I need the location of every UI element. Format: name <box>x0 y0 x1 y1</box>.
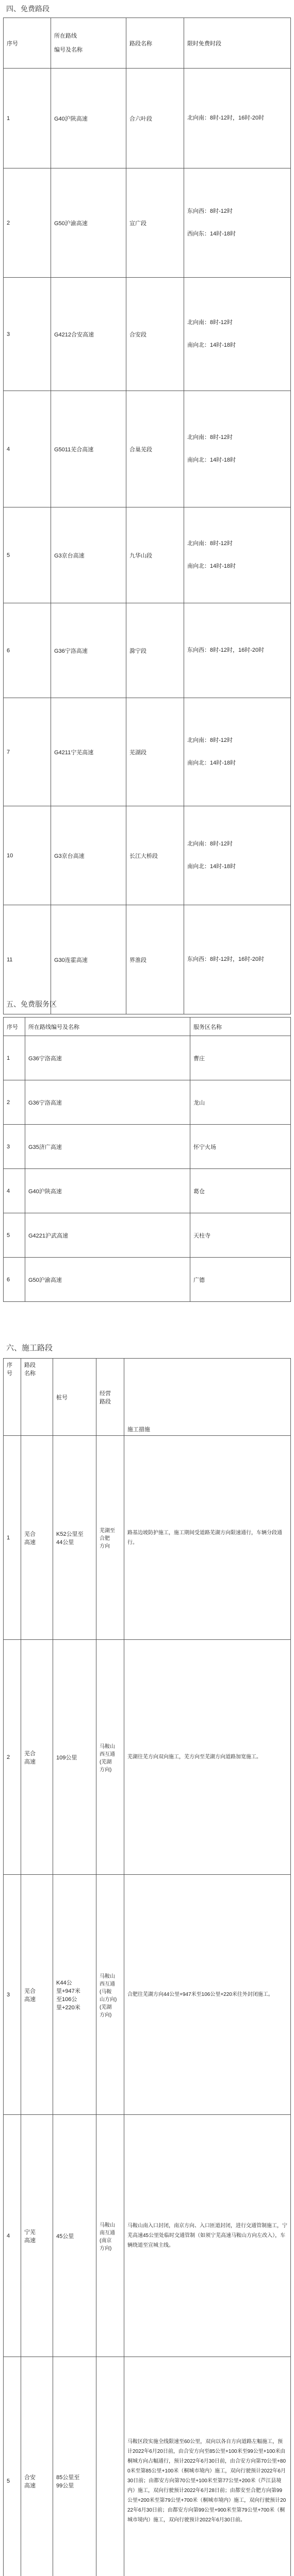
col-header-measure: 施工措施 <box>124 1359 291 1436</box>
row-segment: 滁宁段 <box>126 603 184 698</box>
col-header-pile: 桩号 <box>53 1359 96 1436</box>
row-route: G36宁洛高速 <box>25 1036 190 1080</box>
col-header-segment: 路段名称 <box>126 18 184 69</box>
row-name: 芜合 高速 <box>21 1436 53 1640</box>
row-no: 11 <box>4 905 51 1014</box>
table-header <box>4 18 291 69</box>
row-no: 5 <box>4 1213 25 1258</box>
row-times <box>184 69 291 168</box>
table-row <box>4 1258 291 1302</box>
row-measure: 芜湖往芜方向双向施工，芜方向至芜湖方向道路加宽施工。 <box>124 1640 291 1875</box>
row-segment: 宣广段 <box>126 168 184 278</box>
row-no: 1 <box>4 1436 21 1640</box>
row-route: G40沪陕高速 <box>25 1169 190 1213</box>
free-segments-title: 四、免费路段 <box>6 5 50 13</box>
row-segment: 芜湖段 <box>126 698 184 806</box>
row-segment: 合六叶段 <box>126 69 184 168</box>
table-row <box>4 1125 291 1169</box>
row-name: 合安 高速 <box>21 2357 53 2576</box>
construction-body <box>4 1436 291 2576</box>
row-no: 7 <box>4 698 51 806</box>
table-row <box>4 1213 291 1258</box>
time-line: 东向西：8时-12时，16时-20时 <box>187 956 265 962</box>
row-measure: 马鞍区段实施全线限速至60公里，双向以各自方向道路左幅施工，预计2022年6月20日前，由合安方向至85公里+100米至99公里+100米由桐城方向占幅通行，预计2022年6月30日前，由合安方向第70公里+800米至第85公里+100米（桐城市境内）施工，双向行驶预计2022年6月30日前；由都安方向第70公里+100米至第77公里+200米（芦江县境内）施工，双向行驶预计2022年6月28日前；由都安至合肥方向第99公里+200米至第79公里+700米（桐城市境内）施工，双向行驶预计2022年6月30日前；由都安方向第99公里+900米至第79公里+700米（桐城市境内）施工，双向行驶预计2022年6月30日前。 <box>124 2357 291 2576</box>
time-line: 南向北：14时-18时 <box>187 759 236 766</box>
time-line: 北向南：8时-12时 <box>187 319 233 326</box>
row-route: G36宁洛高速 <box>25 1080 190 1125</box>
row-no: 5 <box>4 507 51 603</box>
construction-title: 六、施工路段 <box>6 1344 53 1352</box>
row-route: G36宁洛高速 <box>51 603 126 698</box>
table-header <box>4 1359 291 1436</box>
row-times <box>184 806 291 905</box>
row-service: 葛仓 <box>190 1169 291 1213</box>
col-header-route: 所在路线 编号及名称 <box>51 18 126 69</box>
time-line: 南向北：14时-18时 <box>187 342 236 348</box>
table-header <box>4 1018 291 1036</box>
row-no: 1 <box>4 69 51 168</box>
row-times <box>184 278 291 391</box>
row-measure: 路基边坡防护施工，施工期间受道路芜湖方向限速通行，车辆分段通行。 <box>124 1436 291 1640</box>
time-line: 南向北：14时-18时 <box>187 863 236 870</box>
row-segment: 界淮段 <box>126 905 184 1014</box>
row-route: G4221沪武高速 <box>25 1213 190 1258</box>
row-route: G30连霍高速 <box>51 905 126 1014</box>
row-service: 广德 <box>190 1258 291 1302</box>
time-line: 南向北：14时-18时 <box>187 563 236 569</box>
time-line: 北向南：8时-12时 <box>187 737 233 743</box>
col-header-name: 路段 名称 <box>21 1359 53 1436</box>
row-times <box>184 698 291 806</box>
table-row <box>4 1080 291 1125</box>
table-row <box>4 603 291 698</box>
row-no: 3 <box>4 278 51 391</box>
free-services-table <box>3 1017 291 1302</box>
row-pile: K44公 里+947米 至106公 里+220米 <box>53 1875 96 2115</box>
table-row <box>4 391 291 507</box>
row-route: G35济广高速 <box>25 1125 190 1169</box>
row-route: G50沪渝高速 <box>25 1258 190 1302</box>
table-row <box>4 698 291 806</box>
time-line: 南向北：14时-18时 <box>187 456 236 463</box>
row-no: 5 <box>4 2357 21 2576</box>
free-services-body <box>4 1036 291 1302</box>
row-op: 马鞍山 西互通 (马鞍 山方向) (芜湖 方向) <box>96 1875 124 2115</box>
table-row <box>4 2115 291 2357</box>
table-row <box>4 1036 291 1080</box>
row-times <box>184 391 291 507</box>
free-segments-body <box>4 69 291 1014</box>
row-op: 马鞍山 南互通 (南京 方向) <box>96 2115 124 2357</box>
row-route: G40沪陕高速 <box>51 69 126 168</box>
free-services-section <box>3 997 291 1302</box>
row-no: 3 <box>4 1125 25 1169</box>
row-route: G50沪渝高速 <box>51 168 126 278</box>
table-row <box>4 69 291 168</box>
row-route: G3京台高速 <box>51 507 126 603</box>
table-row <box>4 507 291 603</box>
row-op <box>96 2357 124 2576</box>
free-segments-section <box>3 2 291 1014</box>
free-services-title: 五、免费服务区 <box>6 1000 57 1008</box>
table-row <box>4 1436 291 1640</box>
row-segment: 合巢芜段 <box>126 391 184 507</box>
row-times <box>184 168 291 278</box>
table-row <box>4 168 291 278</box>
row-no: 1 <box>4 1036 25 1080</box>
row-name: 芜合 高速 <box>21 1875 53 2115</box>
row-no: 10 <box>4 806 51 905</box>
table-row <box>4 806 291 905</box>
row-route: G4211宁芜高速 <box>51 698 126 806</box>
col-header-no: 序号 <box>4 18 51 69</box>
row-times <box>184 603 291 698</box>
construction-section <box>3 1342 291 2576</box>
row-pile: K52公里至 44公里 <box>53 1436 96 1640</box>
time-line: 东向西：8时-12时 <box>187 208 233 214</box>
row-no: 6 <box>4 1258 25 1302</box>
row-op: 芜湖至 合肥 方向 <box>96 1436 124 1640</box>
table-row <box>4 278 291 391</box>
row-measure: 合肥往芜湖方向44公里+947米至106公里+220米往外封闭施工。 <box>124 1875 291 2115</box>
col-header-op: 经营 路段 <box>96 1359 124 1436</box>
col-header-route: 所在路线编号及名称 <box>25 1018 190 1036</box>
row-route: G5011芜合高速 <box>51 391 126 507</box>
time-line: 北向南：8时-12时，16时-20时 <box>187 114 265 121</box>
col-header-service: 服务区名称 <box>190 1018 291 1036</box>
row-route: G3京台高速 <box>51 806 126 905</box>
row-op: 马鞍山 西互通 (芜湖 方向) <box>96 1640 124 1875</box>
row-pile: 109公里 <box>53 1640 96 1875</box>
table-row <box>4 2357 291 2576</box>
col-header-times: 限时免费时段 <box>184 18 291 69</box>
row-no: 2 <box>4 1080 25 1125</box>
col-header-no: 序号 <box>4 1359 21 1436</box>
free-segments-table <box>3 18 291 1014</box>
row-times <box>184 507 291 603</box>
row-no: 2 <box>4 1640 21 1875</box>
time-line: 北向南：8时-12时 <box>187 540 233 547</box>
construction-table <box>3 1358 291 2576</box>
table-row <box>4 1875 291 2115</box>
time-line: 北向南：8时-12时 <box>187 434 233 440</box>
row-segment: 九华山段 <box>126 507 184 603</box>
row-name: 芜合 高速 <box>21 1640 53 1875</box>
row-service: 龙山 <box>190 1080 291 1125</box>
row-no: 3 <box>4 1875 21 2115</box>
row-route: G4212合安高速 <box>51 278 126 391</box>
row-service: 天柱寺 <box>190 1213 291 1258</box>
row-measure: 马鞍山南入口封闭，南京方向、入口匝道封闭，进行交通管制施工，宁芜高速45公里处临时交通管制（如须宁芜高速马鞍山方向左改入），车辆绕道至宣城主线。 <box>124 2115 291 2357</box>
row-no: 6 <box>4 603 51 698</box>
table-row <box>4 1640 291 1875</box>
table-row <box>4 1169 291 1213</box>
col-header-no: 序号 <box>4 1018 25 1036</box>
row-service: 怀宁火场 <box>190 1125 291 1169</box>
row-no: 4 <box>4 2115 21 2357</box>
time-line: 北向南：8时-12时 <box>187 840 233 847</box>
time-line: 东向西：8时-12时，16时-20时 <box>187 647 265 653</box>
time-line: 西向东：14时-18时 <box>187 230 236 237</box>
row-pile: 85公里至 99公里 <box>53 2357 96 2576</box>
row-service: 曹庄 <box>190 1036 291 1080</box>
row-no: 4 <box>4 1169 25 1213</box>
row-no: 4 <box>4 391 51 507</box>
row-name: 宁芜 高速 <box>21 2115 53 2357</box>
row-segment: 合安段 <box>126 278 184 391</box>
row-pile: 45公里 <box>53 2115 96 2357</box>
row-no: 2 <box>4 168 51 278</box>
row-segment: 长江大桥段 <box>126 806 184 905</box>
